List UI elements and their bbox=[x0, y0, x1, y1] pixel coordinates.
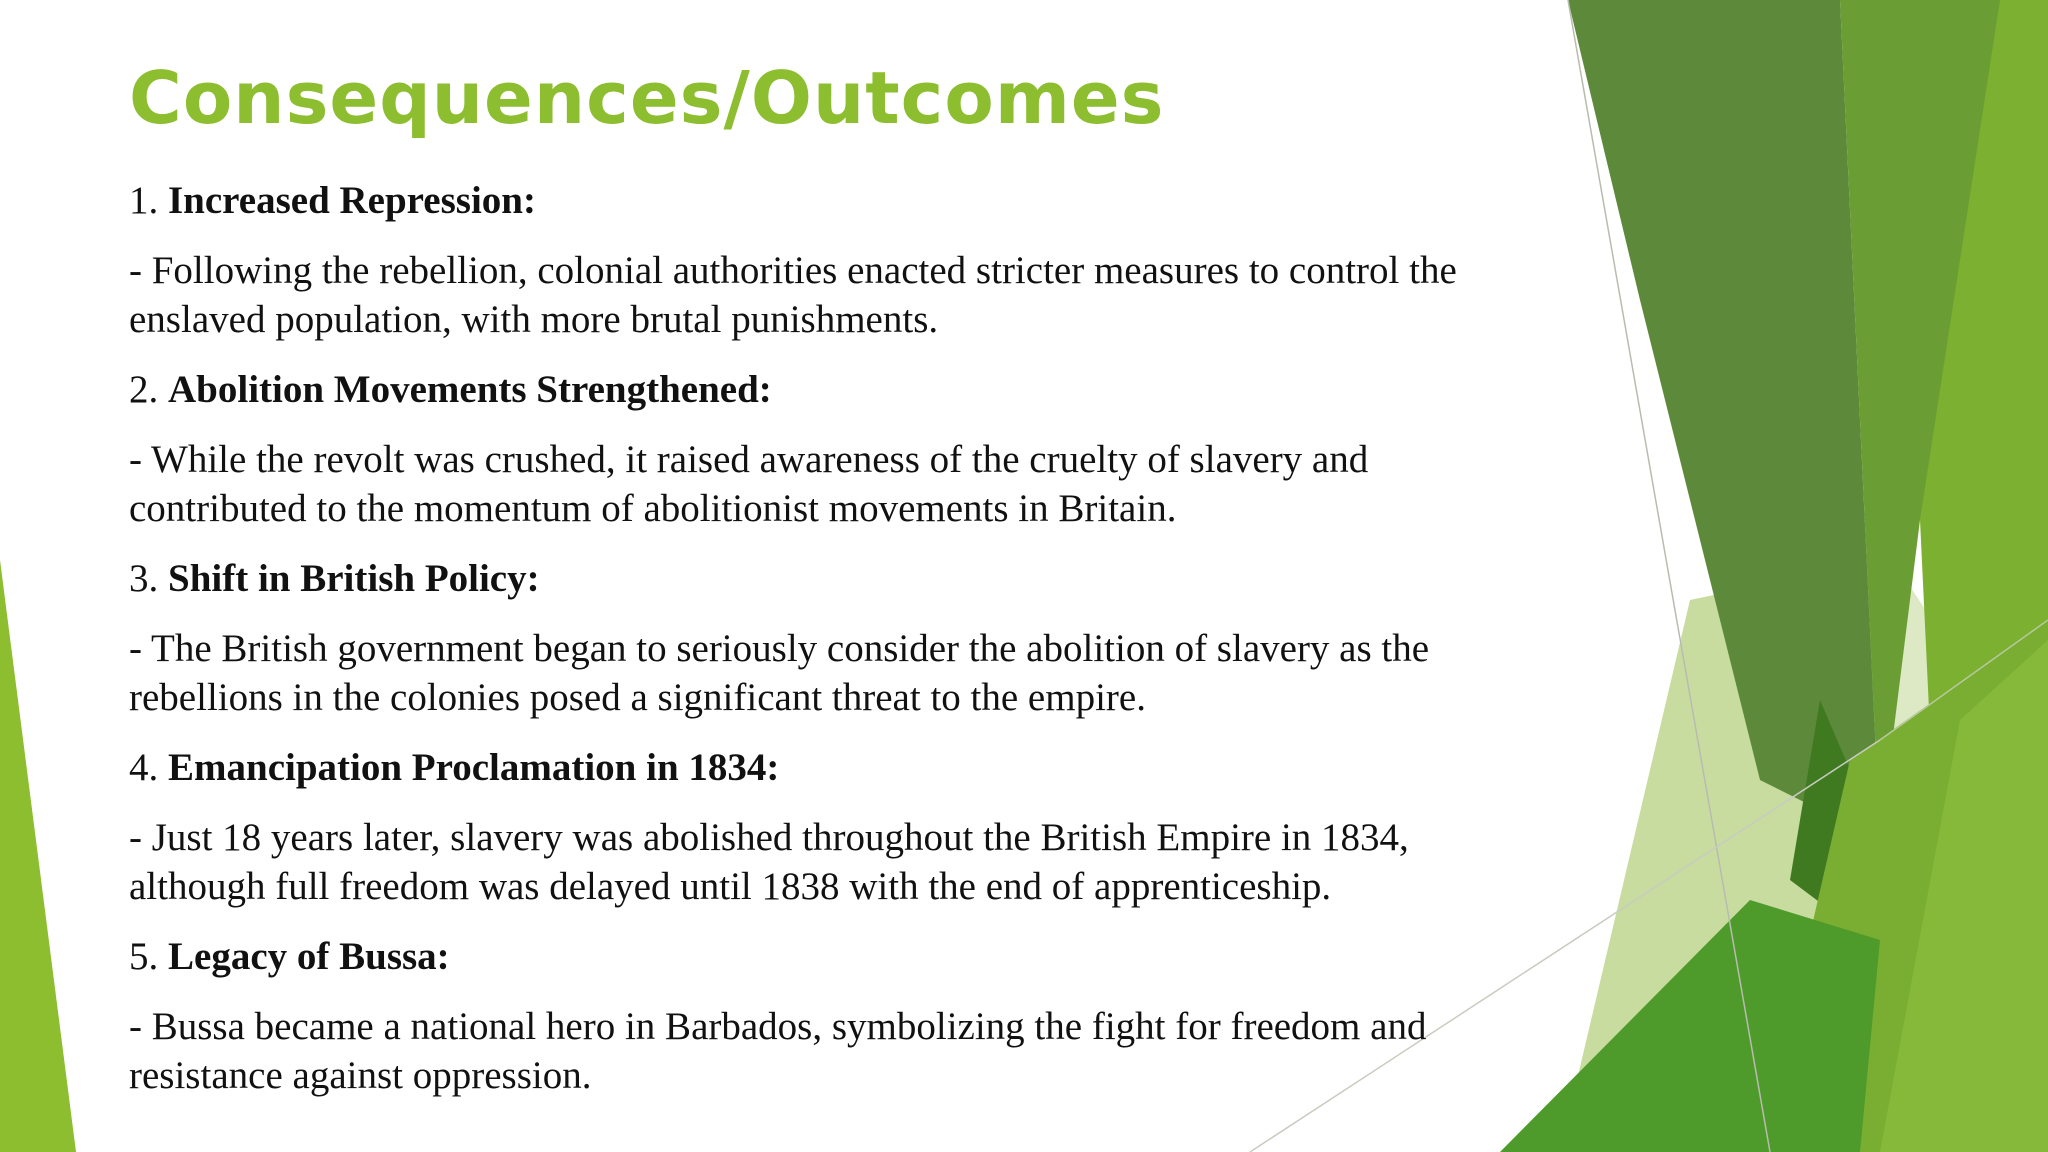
list-item-description: - While the revolt was crushed, it raised awareness of the cruelty of slavery and contributed to the momentum of abolitionist movements in Britain. bbox=[129, 438, 1369, 530]
item-number: 5. bbox=[129, 935, 168, 978]
list-item-description: - The British government began to seriously consider the abolition of slavery as the rebellions in the colonies posed a significant threat to the empire. bbox=[129, 627, 1430, 719]
list-item-description: - Bussa became a national hero in Barbados, symbolizing the fight for freedom and resistance against oppression. bbox=[129, 1005, 1427, 1097]
item-heading-label: Abolition Movements Strengthened: bbox=[168, 368, 772, 411]
list-item-heading bbox=[129, 743, 1569, 792]
item-number: 1. bbox=[129, 179, 168, 222]
list-item-heading bbox=[129, 176, 1569, 225]
item-heading-label: Increased Repression: bbox=[168, 179, 536, 222]
outcomes-list bbox=[129, 176, 1569, 1121]
item-number: 3. bbox=[129, 557, 168, 600]
item-number: 4. bbox=[129, 746, 168, 789]
item-heading-label: Legacy of Bussa: bbox=[168, 935, 450, 978]
list-item-description: - Just 18 years later, slavery was abolished throughout the British Empire in 1834, although full freedom was delayed until 1838 with the end of apprenticeship. bbox=[129, 816, 1409, 908]
item-number: 2. bbox=[129, 368, 168, 411]
item-heading-label: Emancipation Proclamation in 1834: bbox=[168, 746, 780, 789]
list-item-heading bbox=[129, 932, 1569, 981]
slide-title: Consequences/Outcomes bbox=[129, 56, 1165, 140]
list-item-heading bbox=[129, 554, 1569, 603]
list-item-description: - Following the rebellion, colonial authorities enacted stricter measures to control the enslaved population, with more brutal punishments. bbox=[129, 249, 1457, 341]
item-heading-label: Shift in British Policy: bbox=[168, 557, 540, 600]
list-item-heading bbox=[129, 365, 1569, 414]
